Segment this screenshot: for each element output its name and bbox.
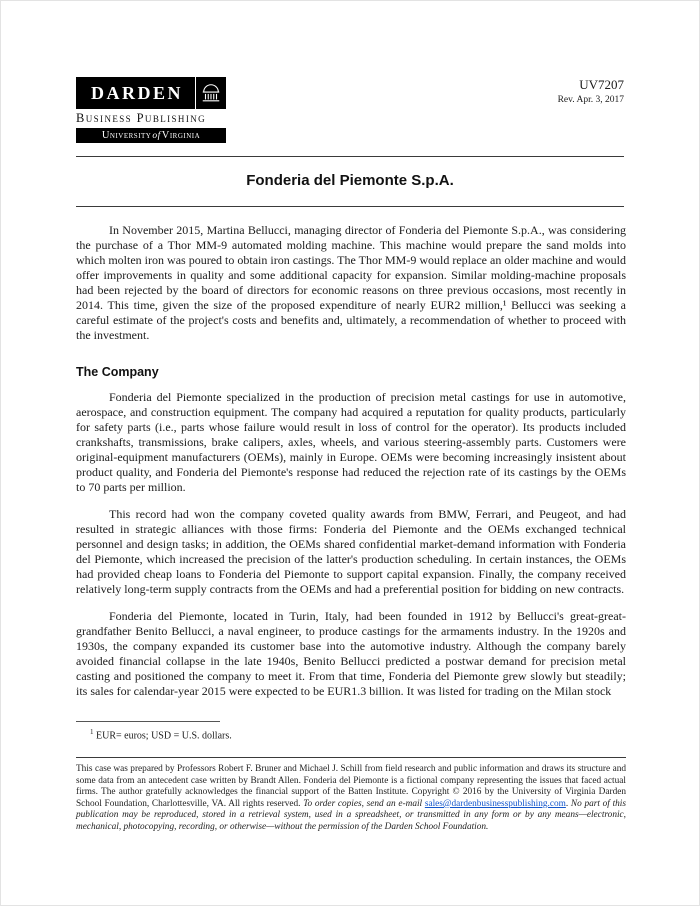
case-title: Fonderia del Piemonte S.p.A. bbox=[246, 172, 454, 189]
footnote-text: EUR= euros; USD = U.S. dollars. bbox=[93, 730, 232, 742]
document-number: UV7207 bbox=[579, 77, 624, 92]
footer-after-link: . bbox=[565, 798, 571, 809]
footer-attribution: This case was prepared by Professors Robert F. Bruner and Michael J. Schill from field research and public information and draws its structure and some data from an antecedent case written by Brandt Allen. Fonderia del Piemonte is a fictional company representing the issues that faced actual firms. The author gratefully acknowledges the financial support of the Batten Institute. Copyright © 2016 by the University of Virginia Darden School Foundation, Charlottesville, VA. All rights reserved. bbox=[76, 764, 626, 809]
business-publishing-label: Business Publishing bbox=[76, 111, 207, 125]
footer-legal: No part of this publication may be reproduced, stored in a retrieval system, used in a spreadsheet, or transmitted in any form or by any means—electronic, mechanical, photocopying, recording, or otherwise—without the permission of the Darden School Foundation. bbox=[76, 798, 627, 832]
paragraph-history: Fonderia del Piemonte, located in Turin, Italy, had been founded in 1912 by Bellucci's great-great-grandfather Benito Bellucci, a naval engineer, to produce castings for the armaments industry. In the 1920s and 1930s, the company expanded its customer base into the automotive industry. Although the company barely avoided financial collapse in the late 1940s, Benito Bellucci predicted a postwar demand for precision metal casting and positioned the company to meet it. From that time, Fonderia del Piemonte grew slowly but steadily; its sales for calendar-year 2015 were expected to be EUR1.3 billion. It was listed for trading on the Milan stock bbox=[76, 609, 626, 698]
footer-divider bbox=[76, 757, 626, 758]
footer-order-copies: To order copies, send an e-mail bbox=[303, 798, 425, 809]
paragraph-quality-awards: This record had won the company coveted quality awards from BMW, Ferrari, and Peugeot, and had resulted in strategic alliances with those firms: Fonderia del Piemonte and the OEMs exchanged technical personnel and design tasks; in addition, the OEMs shared confidential market-demand information with Fonderia del Piemonte, which increased the precision of the latter's production scheduling. In certain instances, the OEMs had provided cheap loans to Fonderia del Piemonte to support capital expansion. Finally, the company received relatively long-term supply contracts from the OEMs and had a preferential position for bidding on new contracts. bbox=[76, 507, 626, 596]
rotunda-icon bbox=[195, 77, 226, 109]
paragraph-company-overview: Fonderia del Piemonte specialized in the production of precision metal castings for use in automotive, aerospace, and construction equipment. The company had acquired a reputation for quality products, particularly for safety parts (i.e., parts whose failure would result in loss of control for the operator). Its products included crankshafts, transmissions, brake calipers, axles, wheels, and various steering-assembly parts. Customers were original-equipment manufacturers (OEMs), mainly in Europe. OEMs were becoming increasingly insistent about product quality, and Fonderia del Piemonte's response had reduced the rejection rate of its castings by the OEMs to 70 parts per million. bbox=[76, 390, 626, 494]
footnote-marker: 1 bbox=[90, 728, 94, 736]
paragraph-intro: In November 2015, Martina Bellucci, managing director of Fonderia del Piemonte S.p.A., was considering the purchase of a Thor MM-9 automated molding machine. This machine would prepare the sand molds into which molten iron was poured to obtain iron castings. The Thor MM-9 would replace an older machine and would offer improvements in quality and some additional capacity for expansion. Similar molding-machine proposals had been rejected by the board of directors for economic reasons on three previous occasions, most recently in 2014. This time, given the size of the proposed expenditure of nearly EUR2 million,¹ Bellucci was seeking a careful estimate of the project's costs and benefits and, ultimately, a recommendation of whether to proceed with the investment. bbox=[76, 223, 626, 342]
darden-logo bbox=[76, 77, 226, 143]
darden-wordmark: DARDEN bbox=[90, 82, 183, 103]
page-header bbox=[76, 77, 624, 143]
document-number-block bbox=[558, 77, 624, 107]
section-heading-the-company: The Company bbox=[76, 365, 159, 379]
footnote-divider bbox=[76, 721, 220, 722]
top-divider bbox=[76, 156, 624, 157]
sales-email-link[interactable]: sales@dardenbusinesspublishing.com bbox=[424, 798, 566, 809]
virginia-label: Virginia bbox=[161, 130, 201, 141]
darden-logo-box bbox=[76, 77, 226, 109]
copyright-notice bbox=[76, 764, 626, 834]
revision-date: Rev. Apr. 3, 2017 bbox=[557, 95, 624, 106]
of-label: of bbox=[152, 130, 161, 141]
university-label: University bbox=[101, 130, 152, 141]
university-of-virginia-bar bbox=[76, 128, 226, 143]
footnote-1 bbox=[76, 726, 626, 742]
body-content bbox=[76, 223, 626, 711]
footnote-area bbox=[76, 721, 626, 742]
footer-area bbox=[76, 757, 626, 834]
title-divider bbox=[76, 206, 624, 207]
